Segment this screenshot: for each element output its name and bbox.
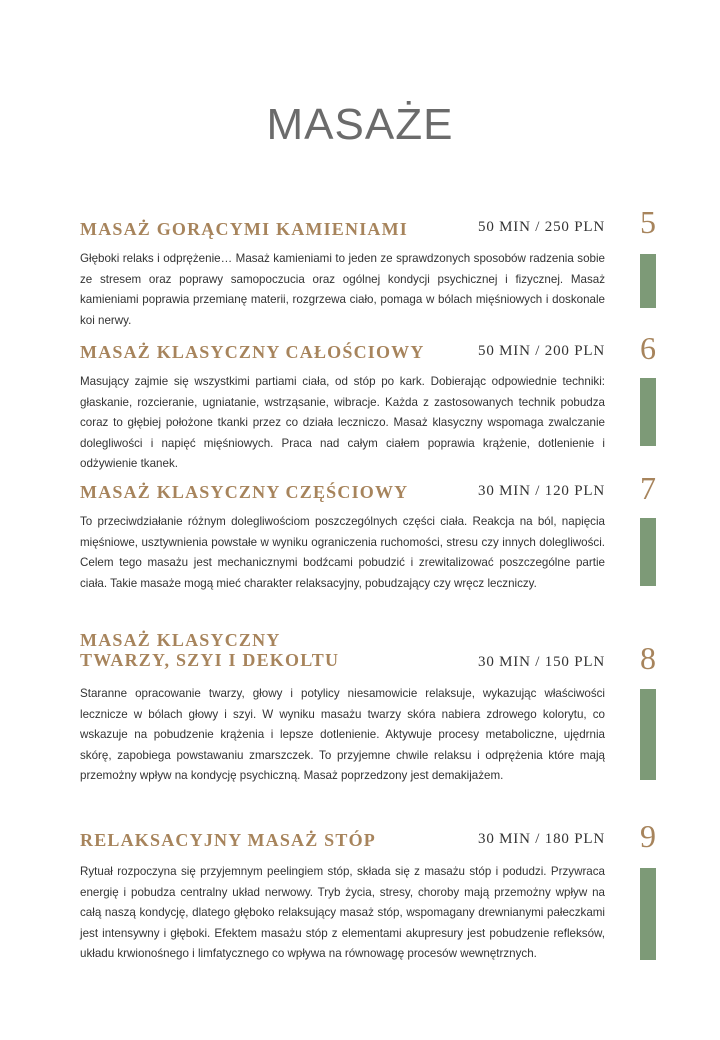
massage-section-face-neck	[80, 630, 605, 790]
massage-section-classic-full	[80, 340, 605, 470]
section-title	[80, 342, 425, 362]
section-accent-bar	[640, 518, 656, 586]
section-number: 9	[640, 818, 656, 854]
section-title	[80, 219, 408, 239]
section-title	[80, 482, 408, 502]
section-number: 7	[640, 470, 656, 506]
section-title	[80, 830, 376, 850]
section-description: Rytuał rozpoczyna się przyjemnym peelingiem stóp, składa się z masażu stóp i podudzi. Przywraca energię i pobudza centralny układ nerwowy. Tryb życia, stresy, choroby mają przemożny wpływ na całą naszą kondycję, dlatego głęboko relaksujący masaż stóp, wspomagany drewnianymi pałeczkami jest intensywny i głęboki. Efektem masażu stóp z elementami akupresury jest pobudzenie refleksów, układu krwionośnego i limfatycznego co wpływa na równowagę procesów wewnętrznych.	[80, 865, 605, 960]
massage-section-classic-partial	[80, 480, 605, 595]
section-description: Głęboki relaks i odprężenie… Masaż kamieniami to jeden ze sprawdzonych sposobów radzenia sobie ze stresem oraz poprawy samopoczucia oraz ogólnej kondycji psychicznej i fizycznej. Masaż kamieniami poprawia przemianę materii, rozgrzewa ciało, pomaga w bólach mięśniowych i doskonale koi nerwy.	[80, 252, 605, 327]
section-title-line1: MASAŻ KLASYCZNY CAŁOŚCIOWY	[80, 342, 425, 362]
section-title-line1: RELAKSACYJNY MASAŻ STÓP	[80, 830, 376, 850]
section-accent-bar	[640, 868, 656, 960]
section-price: 30 MIN / 150 PLN	[478, 654, 605, 670]
section-price: 30 MIN / 120 PLN	[478, 483, 605, 499]
section-title-line1: MASAŻ KLASYCZNY	[80, 630, 281, 650]
section-accent-bar	[640, 689, 656, 780]
section-title-line1: MASAŻ KLASYCZNY CZĘŚCIOWY	[80, 482, 409, 502]
massage-section-hot-stones	[80, 215, 605, 327]
section-accent-bar	[640, 378, 656, 446]
section-description: To przeciwdziałanie różnym dolegliwościom poszczególnych części ciała. Reakcja na ból, napięcia mięśniowe, usztywnienia powstałe w wyniku ograniczenia ruchomości, stresu czy innych dolegliwości. Celem tego masażu jest mechanicznymi bodźcami pobudzić i zrewitalizować poszczególne partie ciała. Takie masaże mogą mieć charakter relaksacyjny, pobudzający czy wręcz leczniczy.	[80, 515, 605, 590]
section-number: 8	[640, 640, 656, 676]
page-title: MASAŻE	[266, 100, 454, 149]
section-title-line1: MASAŻ GORĄCYMI KAMIENIAMI	[80, 219, 408, 239]
section-description: Masujący zajmie się wszystkimi partiami ciała, od stóp po kark. Dobierając odpowiednie techniki: głaskanie, rozcieranie, ugniatanie, wstrząsanie, wibracje. Każda z zastosowanych technik pobudza coraz to głębiej położone tkanki przez co działa leczniczo. Masaż klasyczny wspomaga zwalczanie dolegliwości i napięć mięśniowych. Praca nad całym ciałem poprawia krążenie, dotlenienie i odżywienie tkanek.	[80, 375, 605, 470]
section-price: 50 MIN / 200 PLN	[478, 343, 605, 359]
section-accent-bar	[640, 254, 656, 308]
section-price: 50 MIN / 250 PLN	[478, 219, 605, 235]
massage-section-foot	[80, 828, 605, 968]
section-description: Staranne opracowanie twarzy, głowy i potylicy niesamowicie relaksuje, wykazując właściwości lecznicze w bólach głowy i szyi. W wyniku masażu twarzy skóra nabiera zdrowego kolorytu, co wskazuje na pobudzenie krążenia i lepsze dotlenienie. Aktywuje procesy metaboliczne, ujędrnia skórę, zapobiega powstawaniu zmarszczek. To przyjemne chwile relaksu i odprężenia które mają przemożny wpływ na kondycję psychiczną. Masaż poprzedzony jest demakijażem.	[80, 687, 605, 782]
section-title-line2: TWARZY, SZYI I DEKOLTU	[80, 650, 340, 670]
section-title	[80, 630, 339, 670]
section-number: 5	[640, 204, 656, 240]
section-number: 6	[640, 330, 656, 366]
section-price: 30 MIN / 180 PLN	[478, 831, 605, 847]
